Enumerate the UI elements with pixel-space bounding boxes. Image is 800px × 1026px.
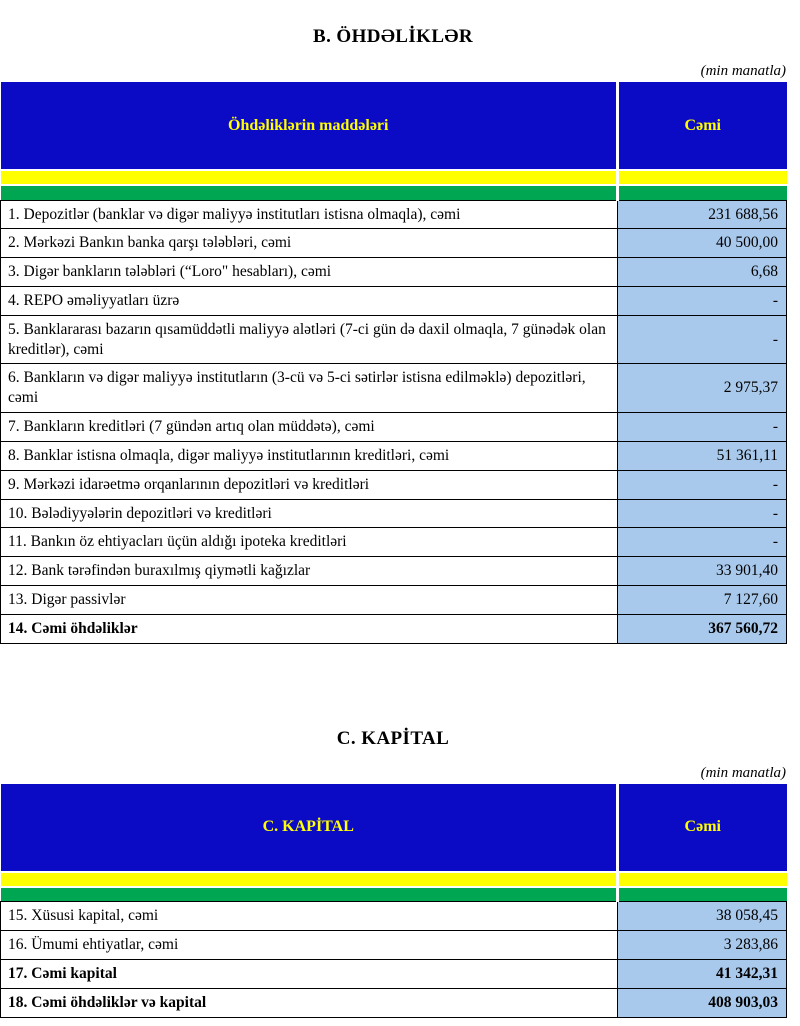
yellow-stripe-left <box>1 170 618 185</box>
yellow-stripe-row <box>1 872 787 887</box>
row-value: 40 500,00 <box>618 229 787 258</box>
section-liabilities <box>0 26 786 644</box>
yellow-stripe-right <box>618 872 787 887</box>
row-value: 51 361,11 <box>618 441 787 470</box>
row-label: 14. Cəmi öhdəliklər <box>1 614 618 643</box>
green-stripe-left <box>1 185 618 200</box>
row-value: - <box>618 286 787 315</box>
row-value: 41 342,31 <box>618 959 787 988</box>
row-value: - <box>618 315 787 364</box>
row-value: - <box>618 413 787 442</box>
row-label: 9. Mərkəzi idarəetmə orqanlarının depozitləri və kreditləri <box>1 470 618 499</box>
row-value: 367 560,72 <box>618 614 787 643</box>
row-label: 8. Banklar istisna olmaqla, digər maliyyə institutlarının kreditləri, cəmi <box>1 441 618 470</box>
row-label: 15. Xüsusi kapital, cəmi <box>1 902 618 931</box>
green-stripe-row <box>1 887 787 902</box>
green-stripe-right <box>618 887 787 902</box>
table-row <box>1 614 787 643</box>
table-row <box>1 557 787 586</box>
table-row <box>1 441 787 470</box>
row-label: 1. Depozitlər (banklar və digər maliyyə institutları istisna olmaqla), cəmi <box>1 200 618 229</box>
table-row <box>1 586 787 615</box>
row-value: - <box>618 499 787 528</box>
table-row <box>1 200 787 229</box>
table-row <box>1 902 787 931</box>
row-label: 18. Cəmi öhdəliklər və kapital <box>1 988 618 1017</box>
table-row <box>1 470 787 499</box>
liabilities-header-row <box>1 82 787 170</box>
table-row <box>1 528 787 557</box>
table-row <box>1 959 787 988</box>
capital-table-body <box>1 902 787 1017</box>
capital-header-row <box>1 784 787 872</box>
yellow-stripe-row <box>1 170 787 185</box>
row-value: 2 975,37 <box>618 364 787 413</box>
table-row <box>1 499 787 528</box>
row-label: 17. Cəmi kapital <box>1 959 618 988</box>
row-label: 4. REPO əməliyyatları üzrə <box>1 286 618 315</box>
green-stripe-left <box>1 887 618 902</box>
table-row <box>1 364 787 413</box>
row-value: 408 903,03 <box>618 988 787 1017</box>
row-label: 6. Bankların və digər maliyyə institutların (3-cü və 5-ci sətirlər istisna edilməklə) depozitləri, cəmi <box>1 364 618 413</box>
row-value: - <box>618 528 787 557</box>
column-header-total: Cəmi <box>618 784 787 872</box>
row-label: 2. Mərkəzi Bankın banka qarşı tələbləri, cəmi <box>1 229 618 258</box>
row-label: 12. Bank tərəfindən buraxılmış qiymətli kağızlar <box>1 557 618 586</box>
table-row <box>1 229 787 258</box>
table-row <box>1 413 787 442</box>
capital-table <box>0 784 787 1018</box>
section-capital <box>0 728 786 1018</box>
row-label: 13. Digər passivlər <box>1 586 618 615</box>
row-label: 3. Digər bankların tələbləri (“Loro" hesabları), cəmi <box>1 258 618 287</box>
section-b-title: B. ÖHDƏLİKLƏR <box>313 26 473 47</box>
section-c-unit-note: (min manatla) <box>700 764 786 781</box>
yellow-stripe-left <box>1 872 618 887</box>
table-row <box>1 988 787 1017</box>
yellow-stripe-right <box>618 170 787 185</box>
row-label: 5. Banklararası bazarın qısamüddətli maliyyə alətləri (7-ci gün də daxil olmaqla, 7 günədək olan kreditlər), cəmi <box>1 315 618 364</box>
column-header-items: Öhdəliklərin maddələri <box>1 82 618 170</box>
column-header-capital: C. KAPİTAL <box>1 784 618 872</box>
section-b-unit-note: (min manatla) <box>700 63 786 79</box>
table-row <box>1 931 787 960</box>
row-value: 33 901,40 <box>618 557 787 586</box>
section-c-title: C. KAPİTAL <box>336 727 450 749</box>
liabilities-table <box>0 82 787 644</box>
column-header-total: Cəmi <box>618 82 787 170</box>
row-label: 16. Ümumi ehtiyatlar, cəmi <box>1 931 618 960</box>
row-label: 11. Bankın öz ehtiyacları üçün aldığı ipoteka kreditləri <box>1 528 618 557</box>
row-value: 3 283,86 <box>618 931 787 960</box>
table-row <box>1 258 787 287</box>
green-stripe-row <box>1 185 787 200</box>
table-row <box>1 315 787 364</box>
row-value: 7 127,60 <box>618 586 787 615</box>
row-label: 7. Bankların kreditləri (7 gündən artıq olan müddətə), cəmi <box>1 413 618 442</box>
green-stripe-right <box>618 185 787 200</box>
row-value: 231 688,56 <box>618 200 787 229</box>
row-value: - <box>618 470 787 499</box>
row-value: 38 058,45 <box>618 902 787 931</box>
row-label: 10. Bələdiyyələrin depozitləri və kreditləri <box>1 499 618 528</box>
row-value: 6,68 <box>618 258 787 287</box>
liabilities-table-body <box>1 200 787 643</box>
table-row <box>1 286 787 315</box>
